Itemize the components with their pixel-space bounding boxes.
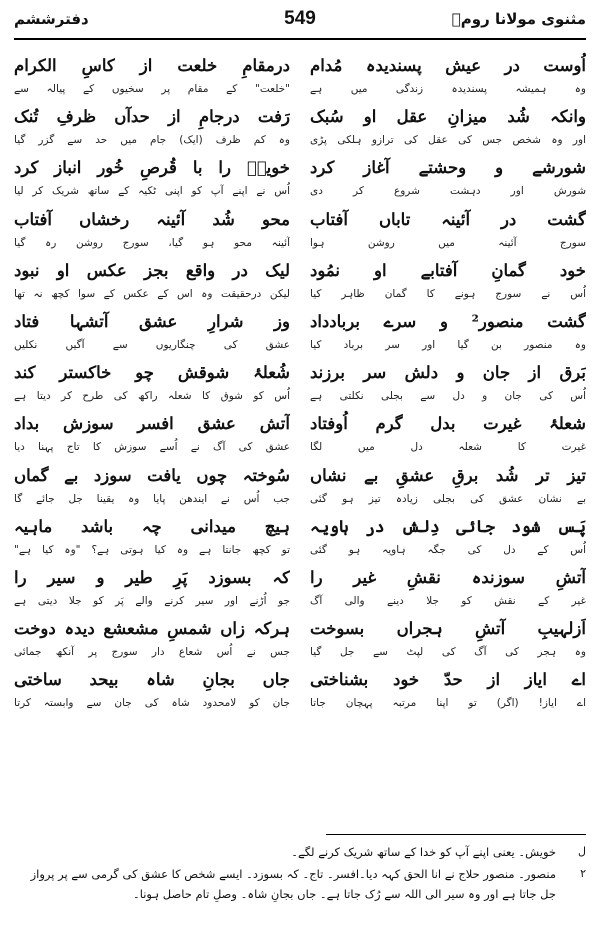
volume-label: دفترششم: [14, 10, 89, 28]
persian-verse: تیز تر شُد برقِ عشقِ بے نشاں: [310, 465, 586, 485]
couplet-half: [310, 257, 586, 308]
persian-verse: جاں بجانِ شاہ بیحد ساختی: [14, 670, 290, 690]
couplet-half: [14, 410, 290, 461]
urdu-translation: جان کو لامحدود شاہ کی جان سے وابستہ کرتا: [14, 697, 290, 710]
persian-verse: اُوست در عیش پسندیدہ مُدام: [310, 56, 586, 75]
urdu-translation: بے نشان عشق کی بجلی زیادہ تیز ہو گئی: [310, 492, 586, 505]
urdu-translation: اور وہ شخص جس کی عقل کی ترازو ہلکی پڑی: [310, 134, 586, 147]
left-column: [14, 52, 290, 822]
persian-verse: درمقامِ خلعت از کاسِ الکرام: [14, 56, 290, 75]
persian-verse: شورشے و وحشتے آغاز کرد: [310, 158, 586, 178]
urdu-translation: غیرت کا شعلہ دل میں لگا: [310, 441, 586, 454]
couplet-half: [14, 615, 290, 666]
persian-verse: خویشؔ را با قُرصِ خُور انباز کرد: [14, 158, 290, 178]
couplet-half: [14, 666, 290, 717]
persian-verse: گشت در آئینہ تاباں آفتاب: [310, 209, 586, 229]
verse-columns: [14, 52, 586, 822]
couplet-half: [310, 154, 586, 205]
urdu-translation: اُس کو شوق کا شعلہ راکھ کی طرح کر دیتا ہے: [14, 390, 290, 403]
footnote: [14, 842, 586, 862]
footnote-text: خویش۔ یعنی اپنے آپ کو خدا کے ساتھ شریک کرنے لگے۔: [291, 845, 556, 859]
persian-verse: آتش عشق افسر سوزش بداد: [14, 414, 290, 434]
urdu-translation: جس نے اُس شعاع دار سورج پر آنکھ جمائی: [14, 646, 290, 659]
urdu-translation: وہ ہجر کی آگ کی لپٹ سے جل گیا: [310, 646, 586, 659]
couplet-half: [14, 513, 290, 564]
couplet-half: [14, 103, 290, 154]
persian-verse: پَس شود جائی دِلش در ہاویہ: [310, 516, 586, 536]
urdu-translation: جب اُس نے ایندھن پایا وہ یقینا جل جائے گا: [14, 492, 290, 505]
couplet-half: [14, 462, 290, 513]
persian-verse: ہرکہ زاں شمسِ مشعشع دیدہ دوخت: [14, 619, 290, 639]
couplet-half: [14, 359, 290, 410]
footnote-text: منصور۔ منصور حلاج نے انا الحق کہہ دیا۔افسر۔ تاج۔ کہ بسوزد۔ ایسے شخص کا عشق کی گرمی سے پر پرواز جل جاتا ہے اور وہ سیر الی اللہ سے رُک جاتا ہے۔ جاں بجانِ شاہ۔ وصلِ تام حاصل ہونا۔: [30, 867, 556, 901]
urdu-translation: وہ منصور بن گیا اور سر برباد کیا: [310, 338, 586, 351]
persian-verse: سُوختہ چوں یافت سوزد بے گماں: [14, 465, 290, 485]
footnote-rule: [326, 834, 586, 835]
urdu-translation: غیر کے نقش کو جلا دینے والی آگ: [310, 594, 586, 607]
urdu-translation: "خلعت" کے مقام پر سخیوں کے پیالہ سے: [14, 83, 290, 95]
urdu-translation: اُس کی جان و دل سے بجلی نکلتی ہے: [310, 390, 586, 403]
persian-verse: آتشِ سوزندہ نقشِ غیر را: [310, 567, 586, 587]
urdu-translation: سورج آئینہ میں روشن ہوا: [310, 236, 586, 249]
persian-verse: خود گمانِ آفتابے او نمُود: [310, 260, 586, 280]
persian-verse: محو شُد آئینہ رخشاں آفتاب: [14, 209, 290, 229]
couplet-half: [14, 308, 290, 359]
couplet-half: [310, 615, 586, 666]
urdu-translation: تو کچھ جانتا ہے وہ کیا ہوتی ہے؟ "وہ کیا ہے": [14, 543, 290, 556]
couplet-half: [14, 206, 290, 257]
urdu-translation: اُس نے سورج ہونے کا گمان ظاہر کیا: [310, 287, 586, 300]
page-number: 549: [284, 8, 316, 29]
persian-verse: شعلۂ غیرت بدل گرم اُوفتاد: [310, 414, 586, 434]
persian-verse: اے ایاز از حدّ خود بشناختی: [310, 670, 586, 690]
page-header: [14, 8, 586, 38]
persian-verse: گشت منصور² و سرے بربادداد: [310, 311, 586, 331]
couplet-half: [14, 154, 290, 205]
urdu-translation: اے ایاز! (اگر) تو اپنا مرتبہ پہچان جاتا: [310, 697, 586, 710]
footnote-marker: ل: [578, 845, 586, 858]
persian-verse: اَزلہیبِ آتشِ ہجراں بسوخت: [310, 619, 586, 639]
urdu-translation: جو اُڑنے اور سیر کرنے والے پَر کو جلا دیتی ہے: [14, 594, 290, 607]
urdu-translation: لیکن درحقیقت وہ اس کے عکس کے سوا کچھ نہ تھا: [14, 287, 290, 300]
persian-verse: وز شرارِ عشق آتشہا فتاد: [14, 311, 290, 331]
couplet-half: [14, 52, 290, 103]
couplet-half: [310, 410, 586, 461]
footnotes: [14, 842, 586, 906]
couplet-half: [310, 206, 586, 257]
header-rule: [14, 38, 586, 40]
couplet-half: [14, 257, 290, 308]
urdu-translation: وہ ہمیشہ پسندیدہ زندگی میں ہے: [310, 83, 586, 95]
persian-verse: لیک در واقع بجز عکس او نبود: [14, 260, 290, 280]
couplet-half: [310, 564, 586, 615]
couplet-half: [310, 308, 586, 359]
couplet-half: [310, 513, 586, 564]
footnote-marker: ٢: [580, 867, 586, 880]
urdu-translation: اُس نے اپنے آپ کو اپنی ٹکیہ کے ساتھ شریک کر لیا: [14, 185, 290, 198]
urdu-translation: آئینہ محو ہو گیا، سورج روشن رہ گیا: [14, 236, 290, 249]
urdu-translation: اُس کے دل کی جگہ ہاویہ ہو گئی: [310, 543, 586, 556]
persian-verse: وانکہ شُد میزانِ عقل او سُبک: [310, 107, 586, 127]
book-title: مثنوی مولانا رومؒ: [451, 10, 586, 28]
urdu-translation: شورش اور دہشت شروع کر دی: [310, 185, 586, 198]
urdu-translation: وہ کم ظرف (ایک) جام میں حد سے گزر گیا: [14, 134, 290, 147]
urdu-translation: عشق کی چنگاریوں سے آگیں نکلیں: [14, 338, 290, 351]
couplet-half: [310, 52, 586, 103]
persian-verse: رَفت درجامِ از حدآں ظرفِ تُنک: [14, 107, 290, 127]
urdu-translation: عشق کی آگ نے اُسے سوزش کا تاج پہنا دیا: [14, 441, 290, 454]
couplet-half: [310, 462, 586, 513]
couplet-half: [14, 564, 290, 615]
persian-verse: بَرق از جان و دلش سر برزند: [310, 363, 586, 383]
persian-verse: ہیچ میدانی چہ باشد ماہیہ: [14, 516, 290, 536]
footnote: [14, 864, 586, 904]
couplet-half: [310, 666, 586, 717]
couplet-half: [310, 103, 586, 154]
persian-verse: کہ بسوزد پَرِ طیر و سیر را: [14, 567, 290, 587]
persian-verse: شُعلۂ شوقش چو خاکستر کند: [14, 363, 290, 383]
couplet-half: [310, 359, 586, 410]
right-column: [310, 52, 586, 822]
